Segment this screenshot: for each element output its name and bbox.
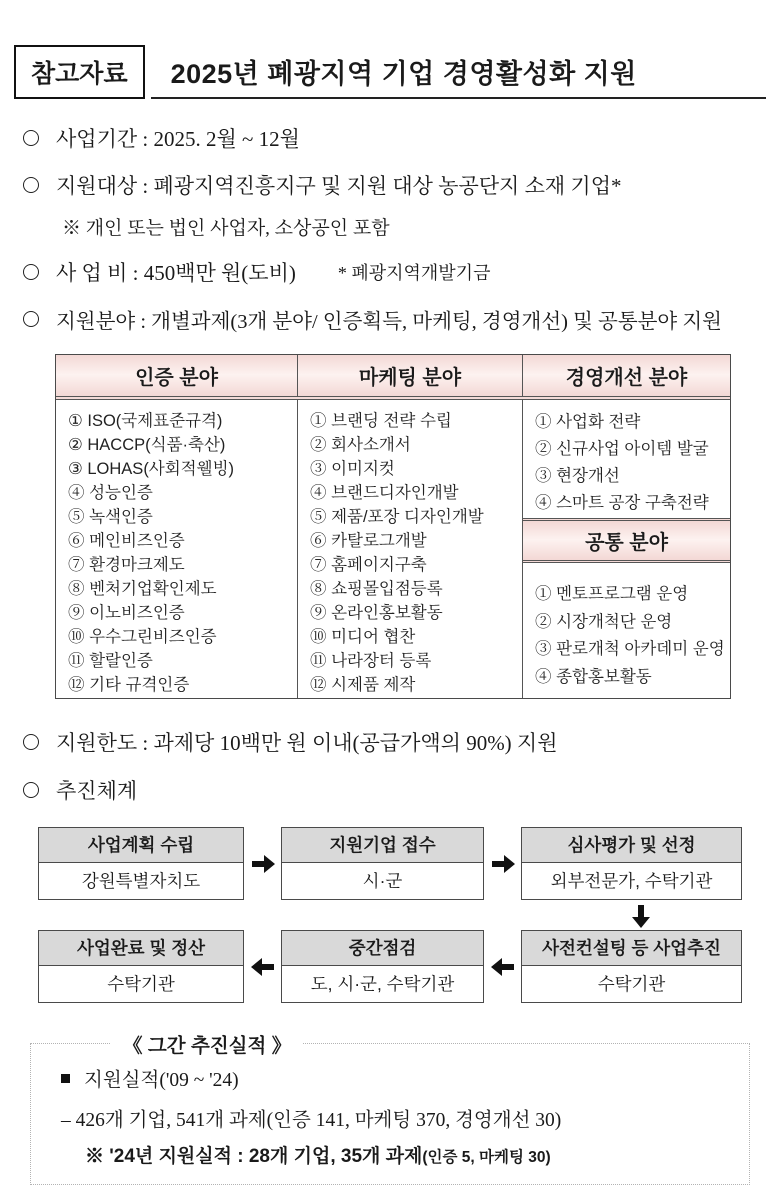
list-item: ① ISO(국제표준규격) <box>68 412 223 430</box>
circle-bullet-icon <box>23 734 39 750</box>
bullet-line-period <box>23 123 766 153</box>
table-body <box>56 400 730 698</box>
flow-box-body: 도, 시·군, 수탁기관 <box>310 974 455 994</box>
flow-row-1 <box>38 827 742 900</box>
list-item: ③ LOHAS(사회적웰빙) <box>68 460 234 478</box>
reference-badge: 참고자료 <box>14 45 145 99</box>
flow-box-body: 수탁기관 <box>107 974 175 994</box>
list-item: ④ 스마트 공장 구축전략 <box>535 494 709 512</box>
results-line1-text: 지원실적('09 ~ '24) <box>84 1070 239 1091</box>
column-header-management: 경영개선 분야 <box>522 355 730 396</box>
system-text: 추진체계 <box>56 779 138 803</box>
flow-box-settlement <box>38 930 244 1003</box>
list-item: ② 신규사업 아이템 발굴 <box>535 440 709 458</box>
list-item: ⑪ 나라장터 등록 <box>310 652 432 670</box>
list-item: ⑧ 쇼핑몰입점등록 <box>310 580 443 598</box>
list-item: ⑦ 홈페이지구축 <box>310 556 427 574</box>
circle-bullet-icon <box>23 311 39 327</box>
results-line3-detail: (인증 5, 마케팅 30) <box>422 1149 551 1166</box>
bullet-line-fields <box>23 304 766 334</box>
management-column <box>522 400 730 698</box>
process-flow-diagram <box>38 827 742 1003</box>
target-note: ※ 개인 또는 법인 사업자, 소상공인 포함 <box>62 218 390 239</box>
circle-bullet-icon <box>23 130 39 146</box>
column-header-certification: 인증 분야 <box>135 367 218 389</box>
bullet-line-system <box>23 775 766 805</box>
list-item: ③ 이미지컷 <box>310 460 395 478</box>
circle-bullet-icon <box>23 782 39 798</box>
list-item: ① 사업화 전략 <box>535 413 641 431</box>
common-field-items <box>523 563 730 691</box>
flow-box-evaluation <box>521 827 742 900</box>
arrow-down-icon <box>630 903 652 929</box>
circle-bullet-icon <box>23 264 39 280</box>
results-line-3 <box>85 1141 749 1168</box>
list-item: ⑧ 벤처기업확인제도 <box>68 580 217 598</box>
list-item: ⑨ 이노비즈인증 <box>68 604 185 622</box>
results-line-1 <box>61 1064 749 1092</box>
list-item: ② HACCP(식품·축산) <box>68 436 226 454</box>
flow-box-title: 중간점검 <box>282 931 483 966</box>
certification-column <box>56 400 297 698</box>
flow-box-title: 심사평가 및 선정 <box>522 828 741 863</box>
results-line-2: – 426개 기업, 541개 과제(인증 141, 마케팅 370, 경영개선 30) <box>61 1110 562 1131</box>
list-item: ③ 현장개선 <box>535 467 620 485</box>
list-item: ④ 종합홍보활동 <box>535 667 652 686</box>
flow-box-interim-check <box>281 930 484 1003</box>
page-title: 2025년 폐광지역 기업 경영활성화 지원 <box>151 45 766 99</box>
flow-box-plan <box>38 827 244 900</box>
flow-box-body: 외부전문가, 수탁기관 <box>550 871 713 891</box>
bullet-line-limit <box>23 727 766 757</box>
flow-connector <box>38 900 742 930</box>
flow-box-apply <box>281 827 484 900</box>
list-item: ⑤ 녹색인증 <box>68 508 153 526</box>
list-item: ⑫ 시제품 제작 <box>310 676 416 694</box>
list-item: ⑤ 제품/포장 디자인개발 <box>310 508 484 526</box>
arrow-right-icon <box>244 853 281 875</box>
square-bullet-icon <box>61 1074 70 1083</box>
results-line3-main: ※ '24년 지원실적 : 28개 기업, 35개 과제 <box>85 1146 423 1167</box>
list-item: ② 회사소개서 <box>310 436 411 454</box>
flow-box-title: 사전컨설팅 등 사업추진 <box>522 931 741 966</box>
flow-box-title: 사업완료 및 정산 <box>39 931 243 966</box>
list-item: ④ 성능인증 <box>68 484 153 502</box>
flow-box-body: 시·군 <box>362 871 403 891</box>
flow-box-title: 사업계획 수립 <box>39 828 243 863</box>
fields-text: 지원분야 : 개별과제(3개 분야/ 인증획득, 마케팅, 경영개선) 및 공통분야 지원 <box>56 311 722 333</box>
list-item: ⑫ 기타 규격인증 <box>68 676 190 694</box>
list-item: ⑪ 할랄인증 <box>68 652 153 670</box>
support-fields-table <box>55 354 731 699</box>
limit-text: 지원한도 : 과제당 10백만 원 이내(공급가액의 90%) 지원 <box>56 731 558 755</box>
table-header-row <box>56 355 730 400</box>
target-text: 지원대상 : 폐광지역진흥지구 및 지원 대상 농공단지 소재 기업* <box>56 174 622 198</box>
marketing-column <box>297 400 522 698</box>
arrow-left-icon <box>484 956 521 978</box>
list-item: ⑥ 카탈로그개발 <box>310 532 427 550</box>
list-item: ⑨ 온라인홍보활동 <box>310 604 443 622</box>
flow-box-consulting <box>521 930 742 1003</box>
list-item: ⑩ 우수그린비즈인증 <box>68 628 217 646</box>
past-results-box <box>30 1035 750 1185</box>
list-item: ① 멘토프로그램 운영 <box>535 585 689 603</box>
document-header <box>14 45 766 99</box>
budget-fund-note: * 폐광지역개발기금 <box>337 263 491 283</box>
common-field-header: 공통 분야 <box>523 518 730 563</box>
column-header-marketing: 마케팅 분야 <box>297 355 522 396</box>
list-item: ② 시장개척단 운영 <box>535 612 673 631</box>
flow-box-title: 지원기업 접수 <box>282 828 483 863</box>
arrow-left-icon <box>244 956 281 978</box>
circle-bullet-icon <box>23 177 39 193</box>
bullet-line-budget <box>23 257 766 287</box>
list-item: ③ 판로개척 아카데미 운영 <box>535 640 725 658</box>
list-item: ⑩ 미디어 협찬 <box>310 628 416 646</box>
flow-row-2 <box>38 930 742 1003</box>
bullet-line-target <box>23 170 766 200</box>
list-item: ⑦ 환경마크제도 <box>68 556 185 574</box>
budget-text: 사 업 비 : 450백만 원(도비) <box>56 261 296 285</box>
results-legend: 《 그간 추진실적 》 <box>111 1030 303 1058</box>
list-item: ⑥ 메인비즈인증 <box>68 532 185 550</box>
period-text: 사업기간 : 2025. 2월 ~ 12월 <box>56 127 300 151</box>
arrow-right-icon <box>484 853 521 875</box>
list-item: ④ 브랜드디자인개발 <box>310 484 459 502</box>
list-item: ① 브랜딩 전략 수립 <box>310 412 452 430</box>
flow-box-body: 강원특별자치도 <box>81 871 201 891</box>
management-items <box>523 400 730 518</box>
flow-box-body: 수탁기관 <box>597 974 666 994</box>
